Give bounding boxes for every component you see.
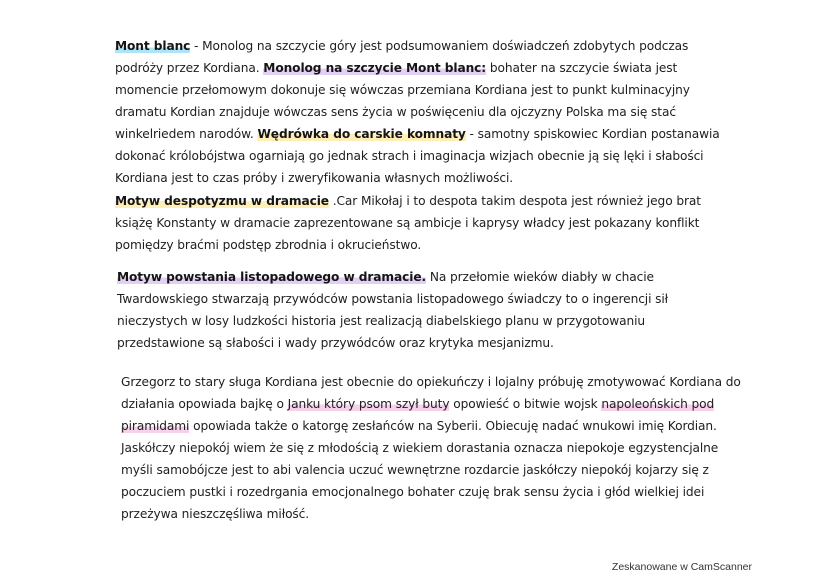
body-text: - Monolog na szczycie góry jest podsumowaniem doświadczeń zdobytych podczas podróży przez Kordiana. [115,39,689,75]
section-heading: Motyw powstania listopadowego w dramacie. [117,270,427,284]
body-text: opowieść o bitwie wojsk [449,397,602,411]
body-text: .Car Mikołaj i to despota takim despota jest również jego brat książę Konstanty w dramacie zaprezentowane są ambicje i kaprysy władcy jest pokazany konflikt pomiędzy braćmi podstęp zbrodnia i okrucieństwo. [115,194,701,252]
body-text: Grzegorz to stary sługa Kordiana jest obecnie do opiekuńczy i lojalny próbuję zmotywować Kordiana do działania opowiada bajkę o [121,375,741,411]
section-heading: Wędrówka do carskie komnaty [257,127,466,141]
highlighted-text: Janku który psom szył buty [287,397,450,411]
section-heading: Monolog na szczycie Mont blanc: [263,61,487,75]
body-text: Na przełomie wieków diabły w chacie Twardowskiego stwarzają przywódców powstania listopadowego świadczy to o ingerencji sił nieczystych w losy ludzkości historia jest realizacją diabelskiego planu w przygotowaniu przedstawione są słabości i wady przywódców oraz krytyka mesjanizmu. [117,270,669,350]
highlighted-text: napoleońskich pod piramidami [121,397,715,433]
paragraph-despotism [115,190,735,256]
paragraph-kordian-monologues [115,35,727,189]
body-text: opowiada także o katorgę zesłańców na Syberii. Obiecuję nadać wnukowi imię Kordian. Jaskółczy niepokój wiem że się z młodością z wiekiem dorastania oznacza niepokoje egzystencjalne myśli samobójcze jest to abi valencia uczuć wewnętrzne rozdarcie jaskółczy niepokój kojarzy się z poczuciem pustki i rozedrgania emocjonalnego bohater czuję brak sensu życia i głód wielkiej idei przeżywa nieszczęśliwa miłość. [121,419,719,521]
paragraph-grzegorz [121,371,746,525]
paragraph-november-uprising [117,266,683,354]
body-text: bohater na szczycie świata jest momencie przełomowym dokonuje się wówczas przemiana Kordiana jest to punkt kulminacyjny dramatu Kordian znajduje wówczas sens życia w poświęceniu dla ojczyzny Polska ma się stać winkelriedem narodów. [115,61,690,141]
body-text: - samotny spiskowiec Kordian postanawia dokonać królobójstwa ogarniają go jednak strach i imaginacja wizjach obecnie ją się lęki i słabości Kordiana jest to czas próby i zweryfikowania własnych możliwości. [115,127,720,185]
section-heading: Motyw despotyzmu w dramacie [115,194,329,208]
camscanner-watermark: Zeskanowane w CamScanner [611,561,752,573]
section-heading: Mont blanc [115,39,191,53]
